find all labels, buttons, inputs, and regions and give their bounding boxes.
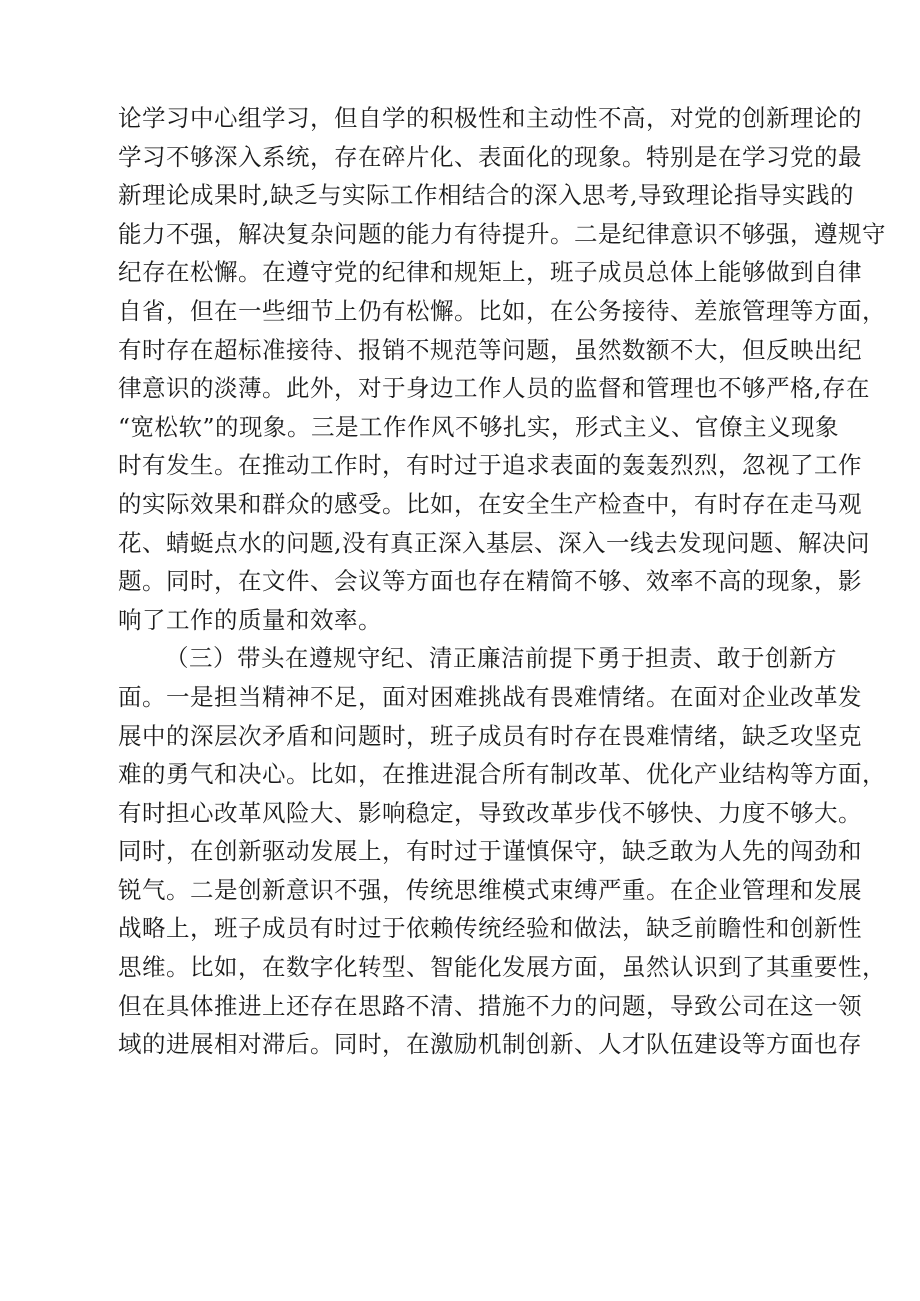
text-line: 的实际效果和群众的感受。比如，在安全生产检查中，有时存在走马观 [118, 489, 862, 518]
text-line: 域的进展相对滞后。同时，在激励机制创新、人才队伍建设等方面也存 [118, 1030, 862, 1059]
text-line: 学习不够深入系统，存在碎片化、表面化的现象。特别是在学习党的最 [118, 142, 862, 171]
text-line: 题。同时，在文件、会议等方面也存在精简不够、效率不高的现象，影 [118, 567, 862, 596]
text-line: 新理论成果时,缺乏与实际工作相结合的深入思考,导致理论指导实践的 [118, 181, 854, 210]
text-line: 难的勇气和决心。比如，在推进混合所有制改革、优化产业结构等方面， [118, 760, 886, 789]
text-line: 有时存在超标准接待、报销不规范等问题，虽然数额不大，但反映出纪 [118, 335, 862, 364]
text-line: 论学习中心组学习，但自学的积极性和主动性不高，对党的创新理论的 [118, 104, 862, 132]
text-line: 时有发生。在推动工作时，有时过于追求表面的轰轰烈烈，忽视了工作 [118, 451, 862, 480]
paragraph-responsibility-and-innovation [118, 639, 886, 1064]
text-line: 但在具体推进上还存在思路不清、措施不力的问题，导致公司在这一领 [118, 991, 862, 1020]
document-body [118, 99, 886, 1064]
text-line: 战略上，班子成员有时过于依赖传统经验和做法，缺乏前瞻性和创新性 [118, 914, 862, 943]
text-line: 花、蜻蜓点水的问题,没有真正深入基层、深入一线去发现问题、解决问 [118, 528, 870, 557]
text-line: 自省，但在一些细节上仍有松懈。比如，在公务接待、差旅管理等方面， [118, 296, 886, 325]
text-line: 面。一是担当精神不足，面对困难挑战有畏难情绪。在面对企业改革发 [118, 682, 862, 711]
text-line: 展中的深层次矛盾和问题时，班子成员有时存在畏难情绪，缺乏攻坚克 [118, 721, 862, 750]
paragraph-discipline-and-style [118, 99, 886, 639]
text-line: 纪存在松懈。在遵守党的纪律和规矩上，班子成员总体上能够做到自律 [118, 258, 862, 287]
section-heading-line: （三）带头在遵规守纪、清正廉洁前提下勇于担责、敢于创新方 [165, 644, 837, 673]
text-line: 同时，在创新驱动发展上，有时过于谨慎保守，缺乏敢为人先的闯劲和 [118, 837, 862, 866]
text-line: 能力不强，解决复杂问题的能力有待提升。二是纪律意识不够强，遵规守 [118, 219, 886, 248]
text-line: 思维。比如，在数字化转型、智能化发展方面，虽然认识到了其重要性， [118, 953, 886, 982]
text-line: 响了工作的质量和效率。 [118, 605, 382, 634]
text-line: 有时担心改革风险大、影响稳定，导致改革步伐不够快、力度不够大。 [118, 798, 862, 827]
text-line: 锐气。二是创新意识不强，传统思维模式束缚严重。在企业管理和发展 [118, 875, 862, 904]
text-line: 律意识的淡薄。此外，对于身边工作人员的监督和管理也不够严格,存在 [118, 374, 870, 403]
text-line: “宽松软”的现象。三是工作作风不够扎实，形式主义、官僚主义现象 [118, 412, 840, 441]
